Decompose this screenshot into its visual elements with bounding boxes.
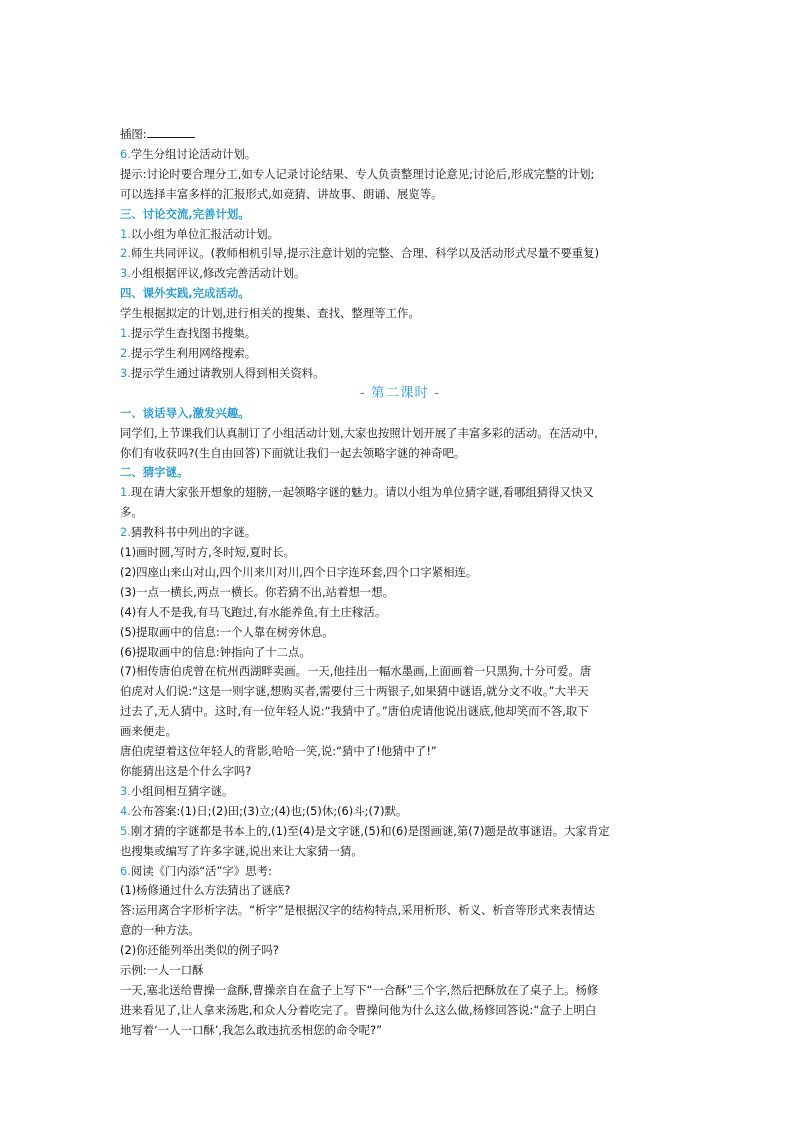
item-number: 6. <box>120 146 131 161</box>
line-text: 学生根据拟定的计划,进行相关的搜集、查找、整理等工作。 <box>120 306 420 321</box>
paragraph-line <box>120 941 680 961</box>
line-text: (1)杨修通过什么方法猜出了谜底? <box>120 883 291 898</box>
line-text: 你们有收获吗?(生自由回答)下面就让我们一起去领略字谜的神奇吧。 <box>120 445 466 460</box>
paragraph-line <box>120 901 680 921</box>
paragraph-line <box>120 165 680 185</box>
paragraph-line <box>120 424 680 444</box>
line-text: 小组间相互猜字谜。 <box>130 783 234 798</box>
item-number: 2. <box>120 246 131 261</box>
section-heading <box>120 404 680 424</box>
line-text: (2)四座山来山对山,四个川来川对川,四个日字连环套,四个口字紧相连。 <box>120 564 478 579</box>
line-text: 画来便走。 <box>120 724 177 739</box>
line-text: 多。 <box>120 505 143 520</box>
lesson-title <box>120 384 680 404</box>
paragraph-line <box>120 1001 680 1021</box>
line-text: (3)一点一横长,两点一横长。你若猜不出,站着想一想。 <box>120 584 394 599</box>
numbered-item <box>120 324 680 344</box>
paragraph-line <box>120 543 680 563</box>
item-number: 3. <box>120 365 131 380</box>
item-number: 4. <box>120 803 131 818</box>
line-text: (2)你还能列举出类似的例子吗? <box>120 943 279 958</box>
numbered-item <box>120 822 680 842</box>
paragraph-line <box>120 304 680 324</box>
item-number: 2. <box>120 345 131 360</box>
item-number: 1. <box>120 326 131 341</box>
paragraph-line <box>120 185 680 205</box>
line-text: 答:运用离合字形析字法。“析字”是根据汉字的结构特点,采用析形、析义、析音等形式来表情达 <box>120 903 595 918</box>
line-text: (6)提取画中的信息:钟指向了十二点。 <box>120 644 311 659</box>
paragraph-line <box>120 881 680 901</box>
numbered-item <box>120 244 680 264</box>
paragraph-line <box>120 623 680 643</box>
line-text: 公布答案:(1)日;(2)田;(3)立;(4)也;(5)休;(6)斗;(7)默。 <box>130 803 408 818</box>
fill-in-blank <box>147 125 195 138</box>
line-text: 四、课外实践,完成活动。 <box>120 286 250 301</box>
line-text: 地写着‘一人一口酥’,我怎么敢违抗丞相您的命令呢?” <box>120 1022 383 1037</box>
numbered-item <box>120 862 680 882</box>
line-text: 现在请大家张开想象的翅膀,一起领略字谜的魅力。请以小组为单位猜字谜,看哪组猜得又快又 <box>130 485 594 500</box>
numbered-item <box>120 344 680 364</box>
line-text: 以小组为单位汇报活动计划。 <box>130 226 279 241</box>
line-text: 同学们,上节课我们认真制订了小组活动计划,大家也按照计划开展了丰富多彩的活动。在活动中, <box>120 425 598 440</box>
numbered-item <box>120 145 680 165</box>
paragraph-line <box>120 444 680 464</box>
caption-line <box>120 125 680 145</box>
numbered-item <box>120 782 680 802</box>
item-number: 2. <box>120 525 131 540</box>
line-text: 三、讨论交流,完善计划。 <box>120 206 250 221</box>
line-text: 你能猜出这是个什么字吗? <box>120 764 252 778</box>
paragraph-line <box>120 762 680 782</box>
document-body <box>120 125 680 1041</box>
line-text: 提示学生查找图书搜集。 <box>130 326 257 341</box>
section-heading <box>120 205 680 225</box>
line-text: 可以选择丰富多样的汇报形式,如竞猜、讲故事、朗诵、展览等。 <box>120 186 443 201</box>
item-number: 1. <box>120 226 131 241</box>
paragraph-line <box>120 643 680 663</box>
line-text: (7)相传唐伯虎曾在杭州西湖畔卖画。一天,他挂出一幅水墨画,上面画着一只黑狗,十分可爱。唐 <box>120 664 592 679</box>
numbered-item <box>120 364 680 384</box>
line-text: 伯虎对人们说:“这是一则字谜,想购买者,需要付三十两银子,如果猜中谜语,就分文不收。”大半天 <box>120 684 589 699</box>
line-text: 一天,塞北送给曹操一盒酥,曹操亲自在盒子上写下“一合酥”三个字,然后把酥放在了桌子上。杨修 <box>120 982 599 997</box>
item-number: 5. <box>120 823 131 838</box>
paragraph-line <box>120 563 680 583</box>
paragraph-line <box>120 583 680 603</box>
paragraph-line <box>120 662 680 682</box>
paragraph-line <box>120 503 680 523</box>
line-text: 唐伯虎望着这位年轻人的背影,哈哈一笑,说:“猜中了!他猜中了!” <box>120 744 437 759</box>
paragraph-line <box>120 742 680 762</box>
line-text: 提示学生利用网络搜索。 <box>130 345 257 360</box>
line-text: 过去了,无人猜中。这时,有一位年轻人说:“我猜中了。”唐伯虎请他说出谜底,他却笑而不答,取下 <box>120 704 589 719</box>
line-text: 示例:一人一口酥 <box>120 963 204 978</box>
line-text: 提示:讨论时要合理分工,如专人记录讨论结果、专人负责整理讨论意见;讨论后,形成完整的计划; <box>120 166 595 181</box>
numbered-item <box>120 264 680 284</box>
line-text: (5)提取画中的信息:一个人靠在树旁休息。 <box>120 624 334 639</box>
paragraph-line <box>120 682 680 702</box>
line-text: 也搜集或编写了许多字谜,说出来让大家猜一猜。 <box>120 843 363 858</box>
line-text: - 第二课时 - <box>359 384 441 401</box>
paragraph-line <box>120 603 680 623</box>
item-number: 6. <box>120 863 131 878</box>
numbered-item <box>120 523 680 543</box>
paragraph-line <box>120 702 680 722</box>
paragraph-line <box>120 981 680 1001</box>
paragraph-line <box>120 961 680 981</box>
line-text: 刚才猜的字谜都是书本上的,(1)至(4)是文字谜,(5)和(6)是图画谜,第(7)题是故事谜语。大家肯定 <box>130 823 610 838</box>
line-text: 意的一种方法。 <box>120 923 200 938</box>
line-text: 学生分组讨论活动计划。 <box>130 146 257 161</box>
line-text: 师生共同评议。(教师相机引导,提示注意计划的完整、合理、科学以及活动形式尽量不要重复) <box>130 246 600 261</box>
item-number: 1. <box>120 485 131 500</box>
numbered-item <box>120 802 680 822</box>
line-text: 插图: <box>120 127 147 141</box>
line-text: (4)有人不是我,有马飞跑过,有水能养鱼,有土庄稼活。 <box>120 604 387 619</box>
paragraph-line <box>120 722 680 742</box>
paragraph-line <box>120 921 680 941</box>
line-text: 一、谈话导入,激发兴趣。 <box>120 405 250 420</box>
numbered-item <box>120 225 680 245</box>
line-text: 进来看见了,让人拿来汤匙,和众人分着吃完了。曹操问他为什么这么做,杨修回答说:“盒子上明白 <box>120 1002 597 1017</box>
section-heading <box>120 284 680 304</box>
paragraph-line <box>120 842 680 862</box>
line-text: 猜教科书中列出的字谜。 <box>130 525 257 540</box>
line-text: 二、猜字谜。 <box>120 465 189 480</box>
line-text: 提示学生通过请教别人得到相关资料。 <box>130 365 325 380</box>
line-text: 小组根据评议,修改完善活动计划。 <box>130 266 306 281</box>
paragraph-line <box>120 1021 680 1041</box>
line-text: 阅读《门内添“活”字》思考: <box>130 863 272 878</box>
item-number: 3. <box>120 783 131 798</box>
section-heading <box>120 463 680 483</box>
line-text: (1)画时圆,写时方,冬时短,夏时长。 <box>120 545 296 560</box>
item-number: 3. <box>120 266 131 281</box>
numbered-item <box>120 483 680 503</box>
